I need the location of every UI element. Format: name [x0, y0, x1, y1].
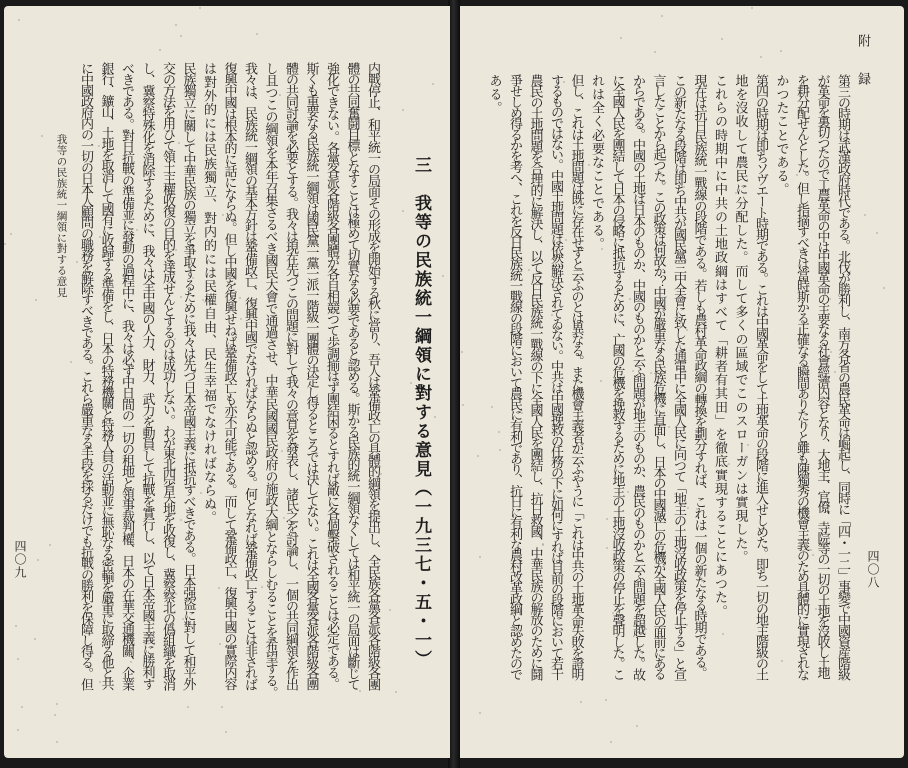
paper-speck [828, 210, 830, 212]
paper-speck [380, 473, 382, 475]
paper-speck [612, 612, 614, 614]
text-column: 第四の時期は即ちソヴエート時期である。これは中國革命をして土地革命の段階に進入せしめた。即ち一切の地主階級の土 [753, 74, 768, 679]
paper-speck [180, 296, 182, 298]
paper-speck [751, 7, 753, 9]
paper-speck [565, 239, 567, 241]
paper-speck [183, 689, 185, 691]
right-page [458, 6, 904, 758]
paper-speck [370, 506, 372, 508]
text-column: し且つこの綱領を本年召集さるべき國民大會で通過させ、中華民國國民政府の施政大綱とならしむることを希望する。 [262, 62, 278, 698]
text-column: を耕分配せんとした。但し指摘すべきは當時斯かる正確なる瞬間ありたりと雖も陳獨秀の機會主義のため具體的に實現されな [794, 74, 809, 679]
paper-speck [239, 297, 241, 299]
paper-speck [124, 235, 126, 237]
paper-speck [762, 271, 764, 273]
paper-speck [395, 691, 397, 693]
paper-speck [821, 396, 823, 398]
paper-speck [588, 164, 590, 166]
paper-speck [683, 186, 685, 188]
text-column: これらの時期中に中共の土地政綱はすべて「耕者有其田」を徹底實現することにあつた。 [712, 74, 727, 618]
paper-speck [696, 508, 698, 510]
paper-speck [742, 306, 744, 308]
paper-speck [271, 83, 273, 85]
paper-speck [679, 345, 681, 347]
paper-speck [735, 192, 737, 194]
paper-speck [674, 95, 676, 97]
paper-speck [499, 449, 501, 451]
paper-speck [182, 618, 184, 620]
paper-speck [180, 35, 182, 37]
text-column: 言したことから起つた。この政策は何故か？中國が嚴重なる民族危機に直面し、日本の中國滅亡の危機が全國人民の面前にある [650, 74, 666, 679]
paper-speck [56, 703, 58, 705]
paper-speck [359, 690, 361, 692]
paper-speck [99, 236, 101, 238]
paper-speck [513, 626, 515, 628]
paper-speck [554, 580, 556, 582]
paper-speck [796, 174, 798, 176]
paper-speck [312, 551, 314, 553]
text-column: れは全く必要なことである。 [589, 74, 604, 251]
paper-speck [180, 519, 182, 521]
paper-speck [277, 177, 279, 179]
paper-speck [719, 129, 721, 131]
paper-speck [563, 81, 565, 83]
paper-speck [192, 277, 194, 279]
paper-speck [661, 251, 663, 253]
paper-speck [410, 382, 412, 384]
text-column: 現在は抗日民族統一戰線の段階である。若しも農村革命政綱の轉換を劃分すれば、これは一個の新たなる時期である。 [691, 74, 707, 679]
paper-speck [269, 260, 271, 262]
paper-speck [551, 314, 553, 316]
paper-speck [744, 516, 746, 518]
paper-speck [613, 257, 615, 259]
paper-speck [297, 444, 299, 446]
paper-speck [674, 493, 676, 495]
paper-speck [17, 658, 19, 660]
paper-speck [600, 380, 602, 382]
paper-speck [425, 236, 427, 238]
paper-speck [283, 517, 285, 519]
paper-speck [130, 661, 132, 663]
text-column: 農民の土地問題を合理的に解決し、以て反日民族統一戰線の下に全國人民を團結し、抗日救國、中華民族の解放のために鬪 [527, 74, 543, 679]
text-column: 内戰停止、和平統一の局面その形成を開始する秋に當り、吾人は鞏備政亡の具體的綱領を提出し、全民族各黨各派各階級各團 [365, 62, 380, 690]
paper-speck [864, 214, 866, 216]
paper-speck [273, 340, 275, 342]
text-column: べきである。對日抗戰の準備並に發動の過程中に、我々は必ず中日間の一切の租地と領事裁判權、日本の在華交通機關、企業 [119, 62, 134, 690]
paper-speck [256, 33, 258, 35]
paper-speck [174, 338, 176, 340]
paper-speck [722, 633, 724, 635]
paper-speck [18, 19, 20, 21]
paper-speck [34, 638, 36, 640]
paper-speck [747, 444, 749, 446]
paper-speck [765, 244, 767, 246]
paper-speck [491, 406, 493, 408]
paper-speck [606, 518, 608, 520]
paper-speck [175, 593, 177, 595]
paper-speck [166, 378, 168, 380]
paper-speck [830, 351, 832, 353]
paper-speck [83, 587, 85, 589]
paper-speck [537, 519, 539, 521]
paper-speck [654, 51, 656, 53]
paper-speck [461, 351, 463, 353]
text-column: し、冀察特殊化を消除するために、我々は全中國の人力、財力、武力を動員して抗戰を實行し、以て日本帝國主義に勝利す [139, 62, 155, 690]
paper-speck [293, 488, 295, 490]
paper-speck [781, 660, 783, 662]
paper-speck [806, 424, 808, 426]
text-column: 體の共同討論を必要とする。我々は現在先づこの問題に對して我々の意見を發表し、諸氏之を討論し、一個の共同綱領を作出 [283, 62, 298, 690]
paper-speck [56, 741, 58, 743]
paper-speck [883, 287, 885, 289]
paper-speck [479, 556, 481, 558]
paper-speck [580, 701, 582, 703]
paper-speck [279, 94, 281, 96]
paper-speck [635, 121, 637, 123]
paper-speck [528, 269, 530, 271]
text-column: 第三の時期は武漢政府時代である。北伐が勝利し、南方各省の農民革命は崛起し、同時に「四・一二」事變で中國資産階級 [835, 74, 850, 679]
paper-speck [801, 391, 803, 393]
paper-speck [49, 544, 51, 546]
text-column: 交の方法を用ひて領土主權收復の目的を達成せんとするのは成功しない。わが東北四省失地を收復し、冀察察北の僞組織を取消 [160, 62, 175, 689]
section-title: 三 我等の民族統一綱領に對する意見（一九三七・五・一） [411, 156, 431, 669]
paper-speck [83, 189, 85, 191]
paper-speck [281, 450, 283, 452]
paper-speck [219, 643, 221, 645]
paper-speck [308, 66, 310, 68]
paper-speck [214, 282, 216, 284]
paper-speck [218, 587, 220, 589]
paper-speck [650, 372, 652, 374]
paper-speck [601, 248, 603, 250]
paper-speck [810, 549, 812, 551]
paper-speck [829, 298, 831, 300]
text-column: 斯くも重要なる民族統一綱領は國民黨一黨一派一階級一團體の決定し得るところでは決してない。これは全國各黨各派各階級各團 [303, 62, 319, 689]
paper-speck [434, 416, 436, 418]
paper-speck [724, 355, 726, 357]
paper-speck [687, 507, 689, 509]
paper-speck [261, 586, 263, 588]
paper-speck [616, 541, 618, 543]
text-column: 民族獨立に關して中華民族の獨立を爭取するために我々は先づ日本帝國主義に抵抗すべきである。日本强盜に對して和平外 [180, 62, 196, 690]
paper-speck [402, 210, 404, 212]
paper-speck [432, 83, 434, 85]
paper-speck [521, 412, 523, 414]
paper-speck [627, 491, 629, 493]
right-page-number: 四〇八 [866, 550, 880, 589]
text-column: するものではない。中國土地問題は依然解決されてゐない。中共は中國挽救の任務の下に如何にすれば目前の段階において若干 [548, 74, 563, 679]
paper-speck [821, 77, 823, 79]
paper-speck [4, 243, 6, 245]
paper-speck [728, 463, 730, 465]
paper-speck [99, 681, 101, 683]
paper-speck [462, 404, 464, 406]
paper-speck [175, 249, 177, 251]
paper-speck [530, 95, 532, 97]
paper-speck [35, 299, 37, 301]
paper-speck [247, 268, 249, 270]
left-page-number: 四〇九 [13, 540, 27, 579]
text-column: この新たなる段階は即ち中共が國民黨三中全會に致した通電中に全國人民に向つて「地主の土地沒收政策を停止する」と宣 [671, 74, 686, 679]
paper-speck [620, 37, 622, 39]
text-column: 銀行、鑛山、土地を取消して國有に收歸する準備をし、日本の特務機關と特務人員の活動並に無恥なる密輸を嚴重に取締る他と共 [98, 62, 114, 689]
text-column: は對外的には民族獨立、對内的には民權自由、民生幸福でなければならぬ。 [201, 62, 216, 525]
paper-speck [41, 135, 43, 137]
paper-speck [15, 625, 17, 627]
text-column: 復興中國は根本的に話にならぬ。但し中國を復興せねば鞏備政亡も亦不可能である。而して鞏備政亡、復興中國の實際内容 [221, 62, 237, 690]
paper-speck [721, 38, 723, 40]
paper-speck [629, 298, 631, 300]
paper-speck [21, 706, 23, 708]
paper-speck [780, 50, 782, 52]
left-page [4, 6, 450, 758]
text-column: 地を沒收して農民に分配した。而して多くの區域でこのスローガンは實現した。 [732, 74, 748, 564]
paper-speck [353, 77, 355, 79]
paper-speck [661, 15, 663, 17]
paper-speck [442, 275, 444, 277]
text-column: 但し、これは土地問題は既に存在せずと云ふのとは異なる。また機會主義者が云ふやうに「これは中共の土地革命失敗を證明 [568, 74, 584, 679]
paper-speck [665, 296, 667, 298]
text-column: に全國人民を團結して日本の侵略に抵抗するために、亡國の危機を挽救するために地主の土地沒收政策の停止を聲明した。こ [609, 74, 625, 679]
running-footer: 我等の民族統一綱領に對する意見 [55, 134, 68, 298]
paper-speck [315, 455, 317, 457]
paper-speck [310, 445, 312, 447]
text-column: 體の共同奮鬪目標となすことは極めて切實なる必要であると認める。斯かる民族的統一綱領なくしては和平統一の局面は斷じて [344, 62, 360, 689]
paper-speck [721, 567, 723, 569]
paper-speck [225, 731, 227, 733]
paper-speck [573, 644, 575, 646]
paper-speck [812, 554, 814, 556]
paper-speck [37, 559, 39, 561]
paper-speck [515, 358, 517, 360]
paper-speck [686, 624, 688, 626]
text-column: ある。 [486, 74, 502, 115]
paper-speck [479, 712, 481, 714]
text-column: が革命を裏切つたので工農革命の中は中國革命の主要なる社會經濟内容となり、大地主、官僚、寺院等の一切の土地を沒收し土地 [814, 74, 830, 678]
paper-speck [76, 261, 78, 263]
paper-speck [876, 232, 878, 234]
paper-speck [815, 608, 817, 610]
paper-speck [834, 371, 836, 373]
text-column: 爭せしめ得るかを考へ、これを反日民族統一戰線の段階において農民に有利であり、抗日に有利な農村改革政綱と認めたので [507, 74, 522, 679]
paper-speck [136, 229, 138, 231]
paper-speck [221, 706, 223, 708]
paper-speck [610, 741, 612, 743]
paper-speck [105, 332, 107, 334]
paper-speck [202, 299, 204, 301]
paper-speck [70, 361, 72, 363]
paper-speck [10, 233, 12, 235]
paper-speck [98, 145, 100, 147]
paper-speck [645, 628, 647, 630]
paper-speck [100, 539, 102, 541]
paper-speck [178, 142, 180, 144]
paper-speck [636, 725, 638, 727]
paper-speck [698, 615, 700, 617]
paper-speck [760, 56, 762, 58]
paper-speck [159, 49, 161, 51]
paper-speck [189, 144, 191, 146]
text-column: に中國政府内の一切の日本人顧問の職務を解除すべきである。これら嚴重なる手段を採るだけでも抗戰の勝利を保障し得る。但 [78, 62, 93, 689]
text-column: かつたことである。 [773, 74, 789, 197]
paper-speck [54, 714, 56, 716]
paper-speck [535, 434, 537, 436]
paper-speck [477, 455, 479, 457]
text-column: からである。中國の土地は日本のものか、中國のものかと云ふ問題が地主のものか、農民のものかと云ふ問題を超越した。故 [630, 74, 645, 679]
paper-speck [389, 609, 391, 611]
paper-speck [605, 699, 607, 701]
text-column: 我々は、民族統一綱領の基本方針は鞏備政亡、復興中國でなければならぬと認める。何となれば鞏備政亡することは非されば [242, 62, 257, 690]
paper-speck [63, 195, 65, 197]
paper-speck [328, 650, 330, 652]
paper-speck [200, 492, 202, 494]
paper-speck [17, 729, 19, 731]
paper-speck [222, 214, 224, 216]
paper-speck [376, 165, 378, 167]
paper-speck [668, 426, 670, 428]
running-header: 附 録 [855, 34, 870, 91]
paper-speck [818, 271, 820, 273]
paper-speck [805, 445, 807, 447]
paper-speck [539, 461, 541, 463]
paper-speck [606, 547, 608, 549]
paper-speck [686, 329, 688, 331]
text-column: 強化できない。各黨各派各階級各團體が各自相競つて歩調揃はず團結困るとすれば敵に各個擊破されることは必定である。 [324, 62, 339, 690]
paper-speck [402, 109, 404, 111]
paper-speck [425, 532, 427, 534]
paper-speck [87, 627, 89, 629]
paper-speck [199, 7, 201, 9]
paper-speck [175, 24, 177, 26]
paper-speck [530, 328, 532, 330]
paper-speck [371, 278, 373, 280]
paper-speck [272, 616, 274, 618]
paper-speck [498, 431, 500, 433]
paper-speck [187, 706, 189, 708]
paper-speck [632, 370, 634, 372]
paper-speck [329, 70, 331, 72]
paper-speck [240, 318, 242, 320]
paper-speck [542, 544, 544, 546]
